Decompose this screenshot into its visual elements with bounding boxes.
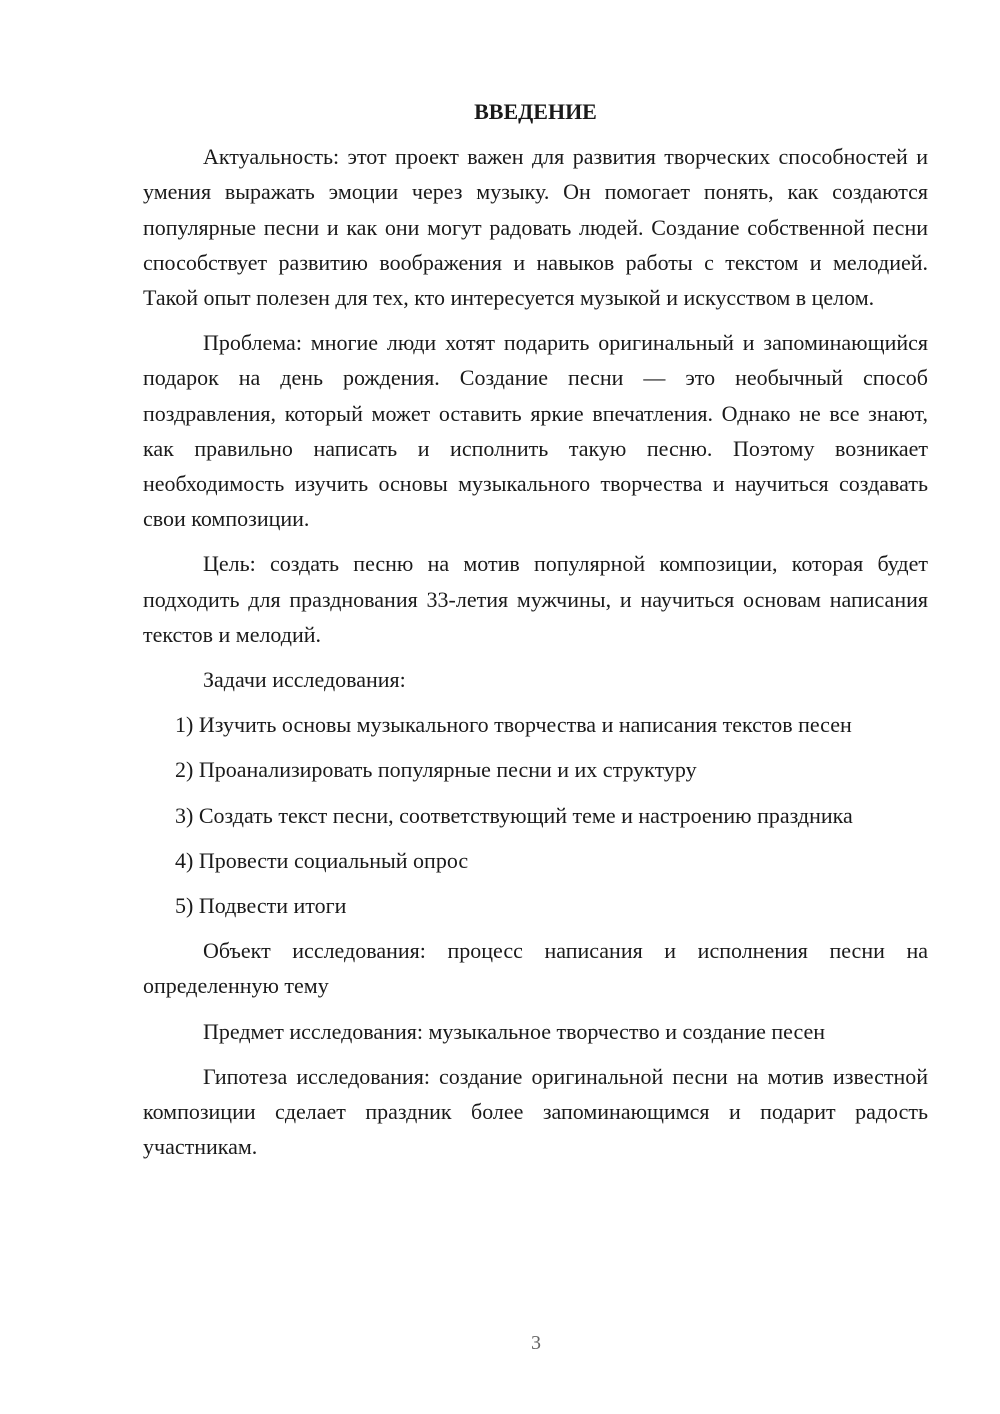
goal-paragraph: Цель: создать песню на мотив популярной композиции, которая будет подходить для празднования 33-летия мужчины, и научиться основам написания текстов и мелодий. (143, 551, 928, 647)
page-number: 3 (531, 1332, 541, 1354)
section-heading: ВВЕДЕНИЕ (474, 99, 597, 124)
task-item-3: 3) Создать текст песни, соответствующий теме и настроению праздника (175, 802, 853, 828)
hypothesis-paragraph: Гипотеза исследования: создание оригинальной песни на мотив известной композиции сделает праздник более запоминающимся и подарит радость участникам. (143, 1063, 928, 1160)
tasks-title: Задачи исследования: (203, 667, 406, 693)
problem-paragraph: Проблема: многие люди хотят подарить оригинальный и запоминающийся подарок на день рождения. Создание песни — это необычный способ поздравления, который может оставить яркие впечатления. Однако не все знают, как правильно написать и исполнить такую песню. Поэтому возникает необходимость изучить основы музыкального творчества и научиться создавать свои композиции. (143, 330, 928, 532)
task-item-5: 5) Подвести итоги (175, 893, 347, 919)
page-content (143, 94, 928, 1174)
object-paragraph: Объект исследования: процесс написания и исполнения песни на определенную тему (143, 938, 928, 999)
task-item-1: 1) Изучить основы музыкального творчества и написания текстов песен (175, 712, 852, 738)
relevance-paragraph: Актуальность: этот проект важен для развития творческих способностей и умения выражать эмоции через музыку. Он помогает понять, как создаются популярные песни и как они могут радовать людей. Создание собственной песни способствует развитию воображения и навыков работы с текстом и мелодией. Такой опыт полезен для тех, кто интересуется музыкой и искусством в целом. (143, 144, 928, 311)
task-item-4: 4) Провести социальный опрос (175, 847, 469, 873)
subject-paragraph: Предмет исследования: музыкальное творчество и создание песен (203, 1018, 826, 1044)
task-item-2: 2) Проанализировать популярные песни и их структуру (175, 757, 697, 783)
